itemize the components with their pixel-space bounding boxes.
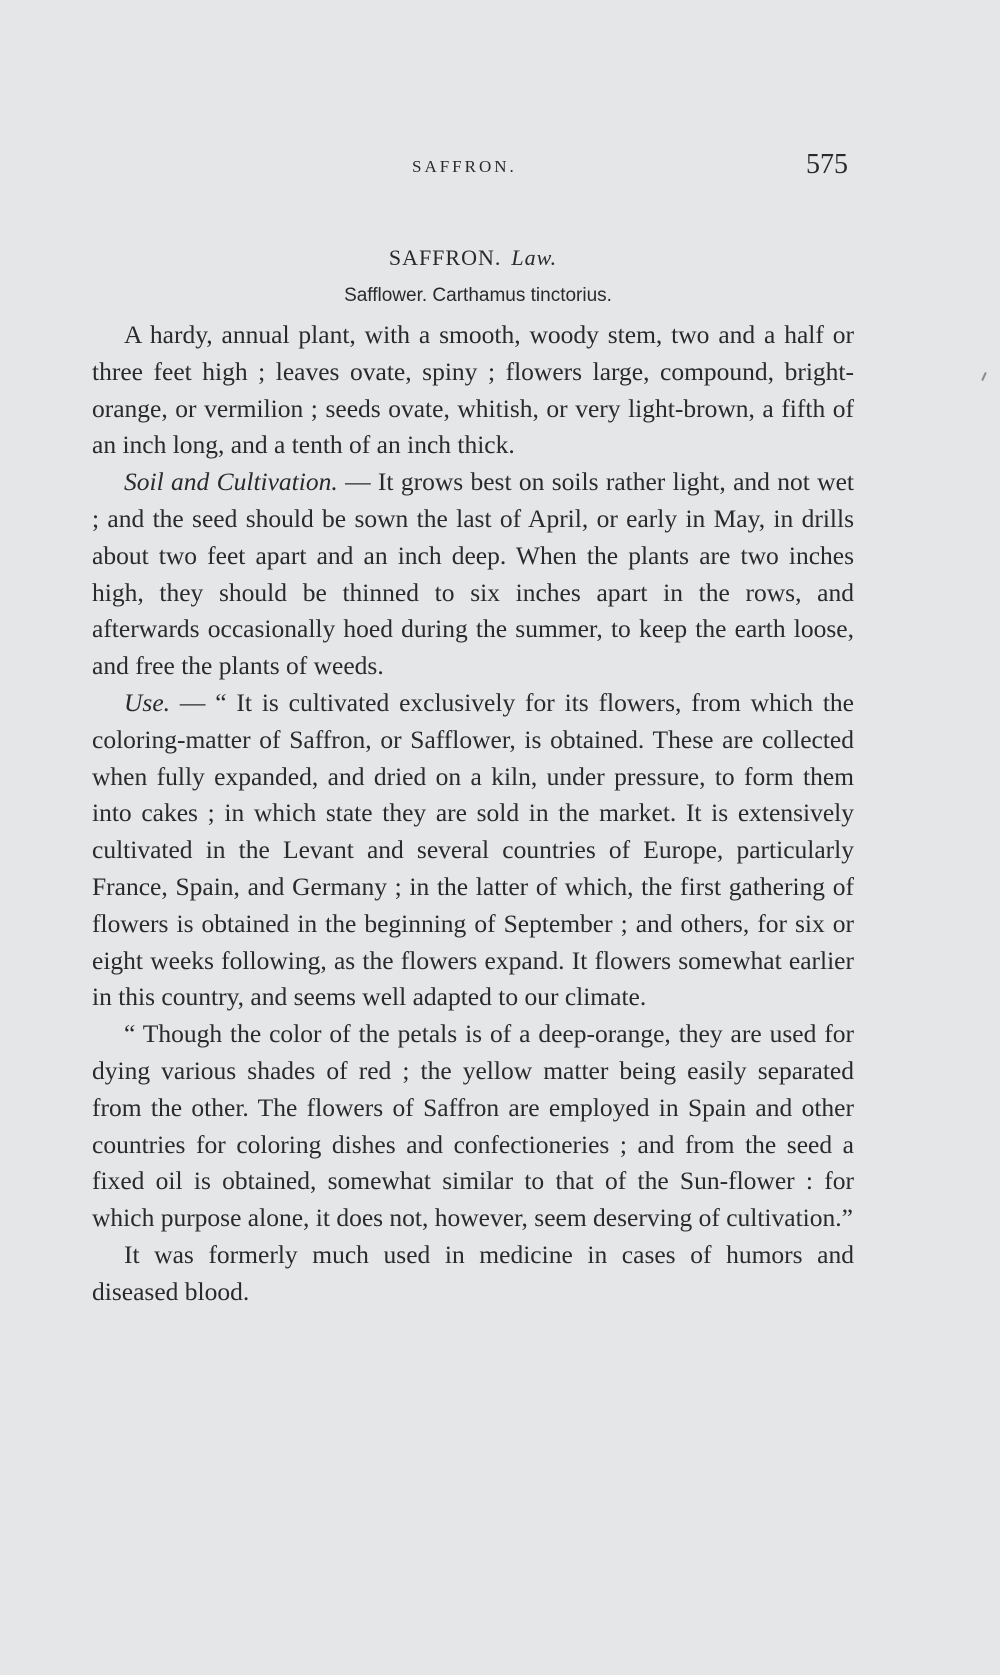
- paragraph-soil-cultivation: [92, 464, 854, 685]
- paragraph-text: “ Though the color of the petals is of a deep-orange, they are used for dying various shades of red ; the yellow matter being easily separated from the other. The flowers of Saffron are employed in Spain and other countries for coloring dishes and confectioneries ; and from the seed a fixed oil is obtained, somewhat similar to that of the Sun-flower : for which purpose alone, it does not, however, seem deserving of cultivation.”: [92, 1019, 854, 1233]
- paragraph-description: [92, 317, 854, 464]
- paragraph-label: Use.: [124, 687, 171, 717]
- paragraph-medicine: [92, 1237, 854, 1311]
- paragraph-text: A hardy, annual plant, with a smooth, woody stem, two and a half or three feet high ; leaves ovate, spiny ; flowers large, compound, bright-orange, or vermilion ; seeds ovate, whitish, or very light-brown, a fifth of an inch long, and a tenth of an inch thick.: [92, 320, 854, 460]
- running-head: [0, 149, 1000, 183]
- paragraph-text: It was formerly much used in medicine in cases of humors and diseased blood.: [92, 1239, 854, 1306]
- entry-title: [92, 245, 854, 271]
- margin-mark: [981, 372, 987, 381]
- paragraph-label: Soil and Cultivation.: [124, 467, 338, 497]
- paragraph-use: [92, 685, 854, 1016]
- paragraph-text: — It grows best on soils rather light, and not wet ; and the seed should be sown the last of April, or early in May, in drills about two feet apart and an inch deep. When the plants are two inches high, they should be thinned to six inches apart in the rows, and afterwards occasionally hoed during the summer, to keep the earth loose, and free the plants of weeds.: [92, 467, 855, 681]
- paragraph-color-uses: [92, 1016, 854, 1237]
- page-number: 575: [806, 149, 848, 180]
- entry-title-name: SAFFRON.: [388, 245, 502, 270]
- running-title: SAFFRON.: [412, 157, 517, 176]
- entry-subtitle: Safflower. Carthamus tinctorius.: [344, 285, 612, 306]
- paragraph-text: — “ It is cultivated exclusively for its flowers, from which the coloring-matter of Saffron, or Safflower, is obtained. These are collected when fully expanded, and dried on a kiln, under pressure, to form them into cakes ; in which state they are sold in the market. It is extensively cultivated in the Levant and several countries of Europe, particularly France, Spain, and Germany ; in the latter of which, the first gathering of flowers is obtained in the beginning of September ; and others, for six or eight weeks following, as the flowers expand. It flowers somewhat earlier in this country, and seems well adapted to our climate.: [92, 687, 854, 1012]
- entry-author: Law.: [511, 245, 558, 270]
- entry-text-block: [92, 245, 854, 1311]
